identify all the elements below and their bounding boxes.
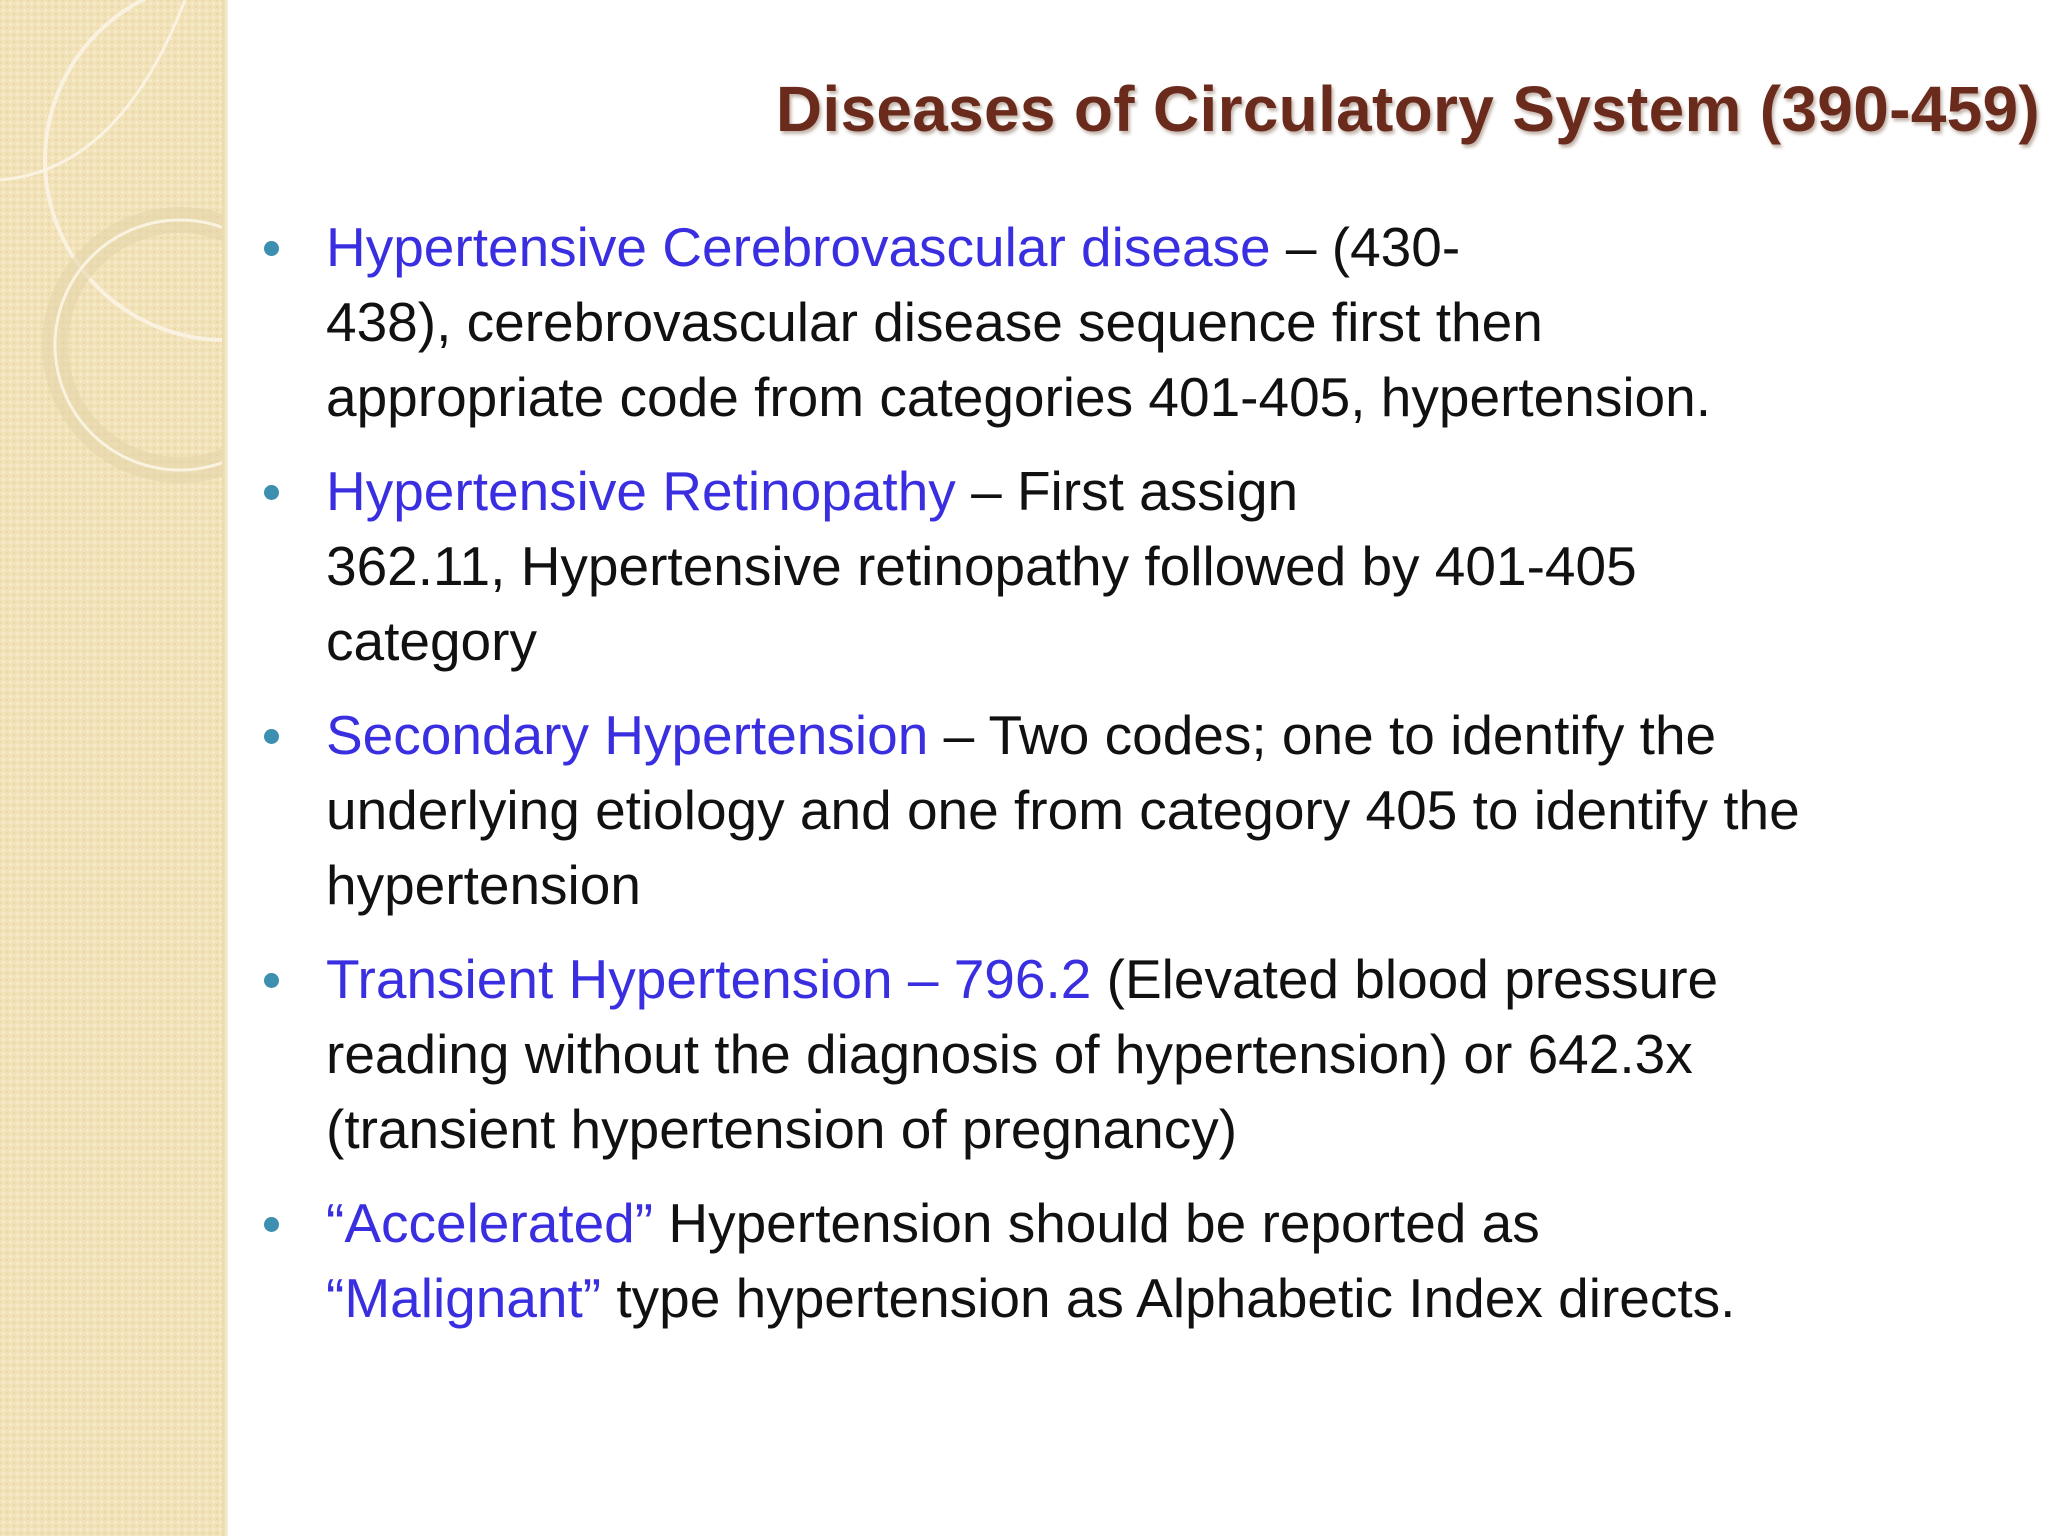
bullet-text: (transient hypertension of pregnancy): [326, 1098, 1238, 1160]
bullet-text: – First assign: [955, 460, 1299, 522]
bullet-dot-icon: [264, 729, 279, 744]
bullet-item-cerebrovascular: [250, 210, 2030, 435]
bullet-text: appropriate code from categories 401-405, hypertension.: [326, 366, 1712, 428]
bullet-item-transient: [250, 942, 2030, 1167]
side-panel-edge: [222, 0, 228, 1536]
bullet-dot-icon: [264, 241, 279, 256]
bullet-text: 362.11, Hypertensive retinopathy followed by 401-405: [326, 535, 1637, 597]
swirl-decoration: [0, 0, 228, 1536]
bullet-item-accelerated: [250, 1186, 2030, 1336]
bullet-item-secondary: [250, 698, 2030, 923]
bullet-highlight: “Accelerated”: [326, 1192, 654, 1254]
bullet-dot-icon: [264, 1217, 279, 1232]
bullet-item-retinopathy: [250, 454, 2030, 679]
bullet-highlight: “Malignant”: [326, 1267, 602, 1329]
bullet-highlight: Transient Hypertension – 796.2: [326, 948, 1092, 1010]
bullet-text: – Two codes; one to identify the: [928, 704, 1717, 766]
bullet-text: category: [326, 610, 537, 672]
bullet-text: Hypertension should be reported as: [653, 1192, 1540, 1254]
bullet-text: (Elevated blood pressure: [1091, 948, 1719, 1010]
bullet-text: hypertension: [326, 854, 641, 916]
bullet-dot-icon: [264, 485, 279, 500]
bullet-highlight: Secondary Hypertension: [326, 704, 929, 766]
bullet-text: 438), cerebrovascular disease sequence first then: [326, 291, 1543, 353]
bullet-dot-icon: [264, 973, 279, 988]
bullet-text: underlying etiology and one from category 405 to identify the: [326, 779, 1800, 841]
bullet-text: type hypertension as Alphabetic Index directs.: [601, 1267, 1736, 1329]
decorative-side-panel: [0, 0, 228, 1536]
bullet-list: [250, 210, 2030, 1355]
bullet-highlight: Hypertensive Cerebrovascular disease: [326, 216, 1271, 278]
bullet-text: – (430-: [1270, 216, 1461, 278]
bullet-highlight: Hypertensive Retinopathy: [326, 460, 956, 522]
bullet-text: reading without the diagnosis of hypertension) or 642.3x: [326, 1023, 1693, 1085]
slide-title: Diseases of Circulatory System (390-459): [775, 73, 2040, 145]
